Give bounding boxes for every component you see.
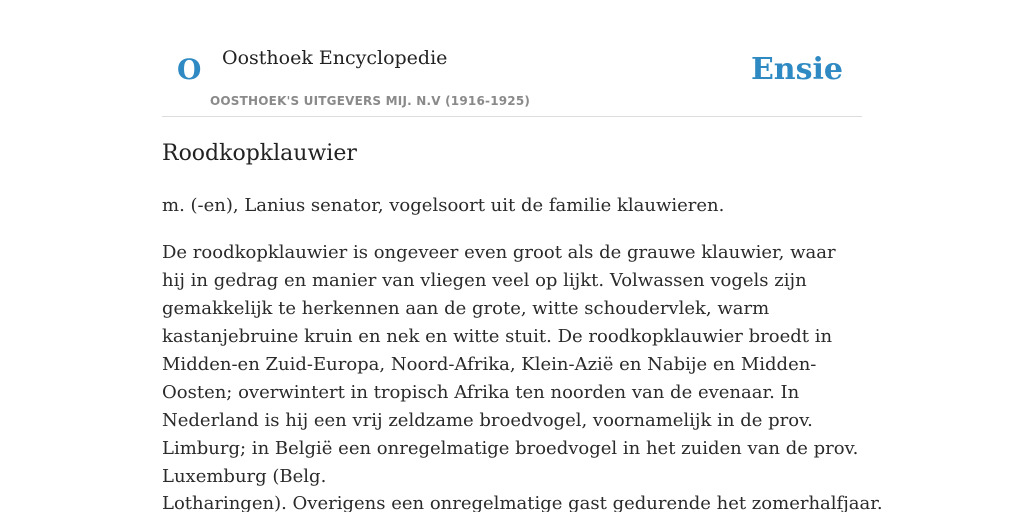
- page: [162, 0, 883, 512]
- entry-paragraph-1: De roodkopklauwier is ongeveer even groot als de grauwe klauwier, waar hij in gedrag en manier van vliegen veel op lijkt. Volwassen vogels zijn gemakkelijk te herkennen aan de grote, witte schoudervlek, warm kastanjebruine kruin en nek en witte stuit. De roodkopklauwier broedt in Midden-en Zuid-Europa, Noord-Afrika, Klein-Azië en Nabije en Midden-Oosten; overwintert in tropisch Afrika ten noorden van de evenaar. In Nederland is hij een vrij zeldzame broedvogel, voornamelijk in de prov. Limburg; in België een onregelmatige broedvogel in het zuiden van de prov. Luxemburg (Belg.: [162, 242, 859, 487]
- publisher-label: OOSTHOEK'S UITGEVERS MIJ. N.V (1916-1925): [210, 94, 531, 108]
- entry-paragraph-2: Lotharingen). Overigens een onregelmatige gast gedurende het zomerhalfjaar.: [162, 493, 883, 512]
- book-logo-letter[interactable]: O: [177, 53, 202, 86]
- entry-definition: m. (-en), Lanius senator, vogelsoort uit de familie klauwieren.: [162, 195, 725, 216]
- ensie-brand-link[interactable]: Ensie: [750, 52, 843, 87]
- book-title[interactable]: Oosthoek Encyclopedie: [222, 47, 448, 69]
- header: [162, 0, 862, 117]
- entry-title: Roodkopklauwier: [162, 141, 357, 166]
